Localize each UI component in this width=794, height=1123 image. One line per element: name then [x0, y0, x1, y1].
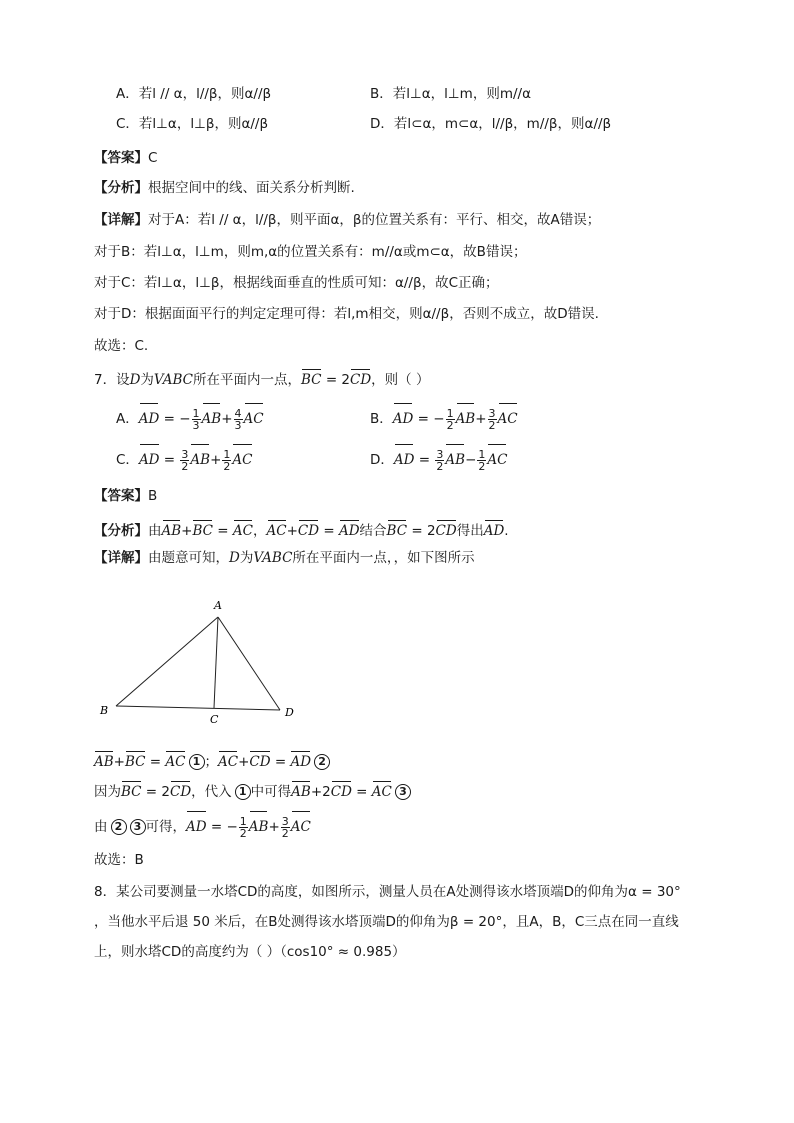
- vector-ab: AB: [162, 517, 182, 541]
- segment-ac: [214, 617, 218, 708]
- vector-cd: CD: [170, 778, 191, 802]
- triangle-name: VABC: [153, 372, 194, 388]
- q8-line-2: ，当他水平后退 50 米后，在B处测得该水塔顶端D的仰角为β = 20°，且A，B，C三点在同一直线: [94, 914, 679, 930]
- q8-line-1: 8．某公司要测量一水塔CD的高度，如图所示，测量人员在A处测得该水塔顶端D的仰角为α = 30°: [94, 884, 681, 900]
- q7-answer: [94, 486, 157, 506]
- triangle-name: VABC: [253, 550, 293, 566]
- equals: = 2: [321, 372, 351, 388]
- text: 结合: [359, 523, 387, 539]
- equals: =: [159, 452, 180, 468]
- label-b: B: [100, 704, 109, 717]
- fraction: $\frac{1}{2}$: [478, 447, 486, 473]
- q6-detail-1: [94, 210, 600, 230]
- q7-equation-2: 因为BC = 2CD，代入 1 中可得AB+2CD = AC 3: [94, 778, 411, 802]
- text: 为: [239, 550, 254, 566]
- vector-ac: AC: [165, 748, 185, 772]
- point-d: D: [129, 372, 141, 388]
- vector-ab: AB: [94, 748, 114, 772]
- text: ，: [253, 523, 267, 539]
- segment-bd: [116, 706, 280, 710]
- analysis-text: 根据空间中的线、面关系分析判断.: [148, 180, 355, 196]
- plus: +: [181, 523, 193, 539]
- vector-ac: AC: [267, 517, 287, 541]
- vector-cd: CD: [249, 748, 270, 772]
- point-d: D: [229, 550, 240, 566]
- vector-bc: BC: [387, 517, 408, 541]
- q6-conclusion: 故选：C.: [94, 338, 149, 354]
- text: 可得，: [145, 819, 186, 835]
- q6-option-a: A．若l // α，l//β，则α//β: [116, 86, 272, 102]
- plus: +: [221, 411, 233, 427]
- analysis-tag: 【分析】: [94, 180, 148, 196]
- vector-ad: AD: [484, 517, 505, 541]
- text: 所在平面内一点，，如下图所示: [292, 550, 475, 566]
- vector-ac: AC: [487, 441, 507, 475]
- vector-cd: CD: [350, 366, 371, 390]
- vector-ad: AD: [139, 400, 160, 434]
- q6-analysis: [94, 178, 355, 198]
- q6-detail-4: 对于D：根据面面平行的判定定理可得：若l,m相交，则α//β，否则不成立，故D错误.: [94, 306, 599, 322]
- fraction: $\frac{1}{2}$: [446, 406, 454, 432]
- circled-two: 2: [314, 754, 330, 770]
- option-label: C．: [116, 452, 139, 468]
- vector-ad: AD: [393, 400, 414, 434]
- vector-ac: AC: [233, 517, 253, 541]
- analysis-tag: 【分析】: [94, 523, 148, 539]
- detail-tag: 【详解】: [94, 550, 148, 566]
- plus: +: [310, 784, 323, 800]
- vector-ac: AC: [232, 441, 252, 475]
- q7-option-a: [116, 400, 264, 434]
- q6-option-c: C．若l⊥α，l⊥β，则α//β: [116, 116, 269, 132]
- equals: =: [319, 523, 339, 539]
- separator: ；: [204, 754, 218, 770]
- q7-stem: [94, 366, 429, 390]
- q7-analysis: [94, 517, 509, 541]
- stem-text: 所在平面内一点，: [193, 372, 302, 388]
- segment-ad: [218, 617, 280, 710]
- vector-cd: CD: [436, 517, 457, 541]
- fraction: $\frac{1}{2}$: [239, 814, 247, 840]
- equals: =: [213, 523, 233, 539]
- fraction: $\frac{3}{2}$: [488, 406, 496, 432]
- equals: =: [351, 784, 372, 800]
- minus: −: [465, 452, 477, 468]
- plus: +: [286, 523, 298, 539]
- answer-value: C: [148, 150, 158, 166]
- vector-ac: AC: [218, 748, 238, 772]
- vector-bc: BC: [192, 517, 213, 541]
- segment-ab: [116, 617, 218, 706]
- vector-ab: AB: [291, 778, 311, 802]
- q7-detail: [94, 548, 475, 568]
- vector-ab: AB: [190, 441, 210, 475]
- equals: =: [270, 754, 291, 770]
- q8-line-3: 上，则水塔CD的高度约为（ ）（cos10° ≈ 0.985）: [94, 944, 406, 960]
- vector-bc: BC: [301, 366, 322, 390]
- text: 中可得: [250, 784, 292, 800]
- plus: +: [475, 411, 487, 427]
- text: 由题意可知，: [148, 550, 229, 566]
- q6-detail-3: 对于C：若l⊥α，l⊥β，根据线面垂直的性质可知：α//β，故C正确；: [94, 275, 499, 291]
- q7-option-b: [370, 400, 518, 434]
- q7-equation-1: [94, 748, 330, 772]
- minus: −: [226, 819, 238, 835]
- fraction: $\frac{3}{2}$: [181, 447, 189, 473]
- equals: =: [414, 452, 435, 468]
- vector-ac: AC: [498, 400, 518, 434]
- vector-cd: CD: [331, 778, 352, 802]
- fraction: $\frac{3}{2}$: [281, 814, 289, 840]
- plus: +: [238, 754, 250, 770]
- circled-one: 1: [235, 784, 251, 800]
- text: 得出: [456, 523, 484, 539]
- vector-bc: BC: [125, 748, 146, 772]
- equals: =: [159, 411, 180, 427]
- answer-tag: 【答案】: [94, 488, 148, 504]
- q6-option-b: B．若l⊥α，l⊥m，则m//α: [370, 86, 531, 102]
- plus: +: [268, 819, 280, 835]
- triangle-figure: [90, 592, 310, 732]
- vector-ab: AB: [456, 400, 476, 434]
- q6-answer: [94, 148, 157, 168]
- option-label: B．: [370, 411, 393, 427]
- fraction: $\frac{3}{2}$: [436, 447, 444, 473]
- text: 由: [94, 819, 108, 835]
- text: 由: [148, 523, 162, 539]
- q6-detail-2: 对于B：若l⊥α，l⊥m，则m,α的位置关系有：m//α或m⊂α，故B错误；: [94, 244, 527, 260]
- circled-three: 3: [395, 784, 411, 800]
- vector-ad: AD: [186, 808, 207, 842]
- equals: =: [206, 819, 227, 835]
- answer-value: B: [148, 488, 158, 504]
- minus: −: [433, 411, 445, 427]
- fraction: $\frac{1}{3}$: [192, 406, 200, 432]
- circled-two: 2: [111, 819, 127, 835]
- vector-ab: AB: [445, 441, 465, 475]
- stem-text: ，则（ ）: [371, 372, 430, 388]
- text: .: [504, 523, 509, 539]
- equals: =: [413, 411, 434, 427]
- vector-ad: AD: [339, 517, 360, 541]
- equals-two: = 2: [407, 523, 436, 539]
- stem-text: 7．设: [94, 372, 130, 388]
- stem-text: 为: [140, 372, 154, 388]
- label-d: D: [285, 706, 294, 719]
- plus: +: [210, 452, 222, 468]
- minus: −: [179, 411, 191, 427]
- vector-cd: CD: [298, 517, 319, 541]
- option-label: D．: [370, 452, 394, 468]
- vector-ab: AB: [249, 808, 269, 842]
- vector-bc: BC: [121, 778, 142, 802]
- equals: =: [145, 754, 166, 770]
- detail-tag: 【详解】: [94, 212, 148, 228]
- detail-text: 对于A：若l // α，l//β，则平面α，β的位置关系有：平行、相交，故A错误；: [148, 212, 601, 228]
- text: ，代入: [191, 784, 232, 800]
- fraction: $\frac{1}{2}$: [223, 447, 231, 473]
- vector-ac: AC: [291, 808, 311, 842]
- label-a: A: [214, 599, 222, 612]
- text: 因为: [94, 784, 121, 800]
- answer-tag: 【答案】: [94, 150, 148, 166]
- q7-option-d: [370, 441, 507, 475]
- vector-ad: AD: [290, 748, 311, 772]
- q7-option-c: [116, 441, 253, 475]
- q6-option-d: D．若l⊂α，m⊂α，l//β，m//β，则α//β: [370, 116, 612, 132]
- q7-equation-3: [94, 808, 311, 842]
- equals-two: = 2: [141, 784, 170, 800]
- fraction: $\frac{4}{3}$: [234, 406, 242, 432]
- vector-ac: AC: [372, 778, 392, 802]
- vector-ad: AD: [139, 441, 160, 475]
- vector-ad: AD: [394, 441, 415, 475]
- circled-one: 1: [189, 754, 205, 770]
- circled-three: 3: [130, 819, 146, 835]
- plus: +: [113, 754, 125, 770]
- vector-ac: AC: [244, 400, 264, 434]
- option-label: A．: [116, 411, 139, 427]
- q7-conclusion: 故选：B: [94, 852, 144, 868]
- vector-ab: AB: [202, 400, 222, 434]
- label-c: C: [210, 713, 219, 726]
